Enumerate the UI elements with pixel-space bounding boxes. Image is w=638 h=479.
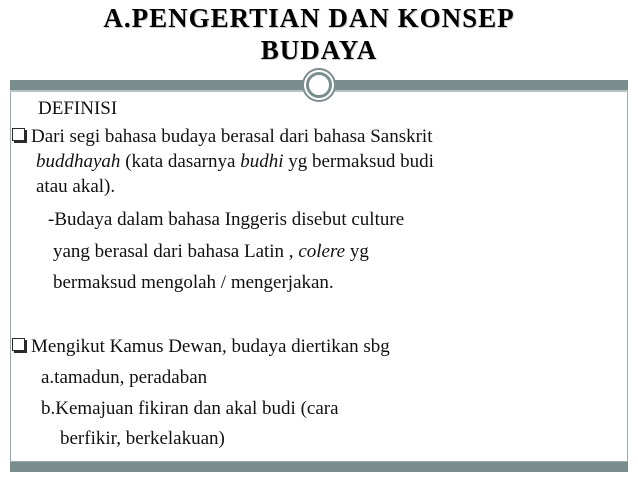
- sub-line-2: yang berasal dari bahasa Latin , colere yg: [53, 241, 369, 262]
- definition-heading: DEFINISI: [38, 98, 118, 119]
- bullet-2-line-1: Mengikut Kamus Dewan, budaya diertikan sbg: [12, 334, 390, 359]
- title-line-2: BUDAYA: [260, 35, 378, 65]
- bullet-1-line-3: atau akal).: [36, 176, 116, 197]
- circle-ornament-inner-icon: [306, 72, 332, 98]
- bullet-2-item-b: b.Kemajuan fikiran dan akal budi (cara: [41, 398, 339, 419]
- sub-line-1: -Budaya dalam bahasa Inggeris disebut culture: [48, 209, 405, 230]
- bullet-1-line-1: Dari segi bahasa budaya berasal dari bahasa Sanskrit: [12, 124, 433, 149]
- title-line-1: A.PENGERTIAN DAN KONSEP: [103, 3, 515, 33]
- bullet-2-item-a: a.tamadun, peradaban: [41, 367, 208, 388]
- footer-band: [10, 462, 628, 472]
- slide-title: [10, 2, 628, 66]
- checkbox-bullet-icon: [12, 338, 25, 351]
- sub-line-3: bermaksud mengolah / mengerjakan.: [53, 272, 334, 293]
- bullet-2-item-b-cont: berfikir, berkelakuan): [60, 428, 225, 449]
- bullet-1-line-2: buddhayah (kata dasarnya budhi yg bermaksud budi: [36, 151, 434, 172]
- checkbox-bullet-icon: [12, 128, 25, 141]
